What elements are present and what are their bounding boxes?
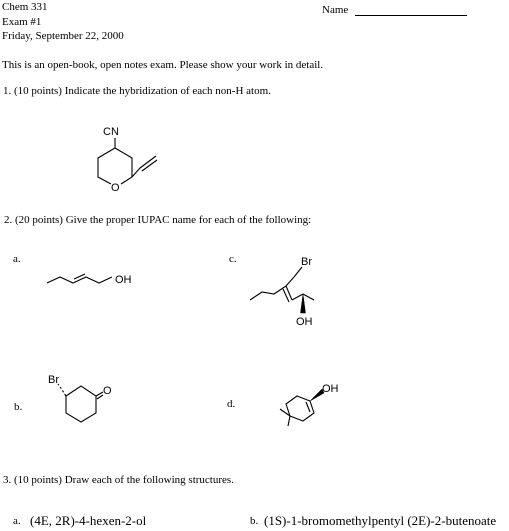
q2c-oh-label: OH <box>296 316 313 328</box>
question-3-prompt: 3. (10 points) Draw each of the following structures. <box>3 474 234 486</box>
q3-item-a-letter: a. <box>13 515 21 527</box>
q2-item-a-letter: a. <box>13 253 21 265</box>
q2a-oh-label: OH <box>115 274 132 286</box>
q3-item-a-name: (4E, 2R)-4-hexen-2-ol <box>30 513 147 528</box>
q3-item-b-letter: b. <box>250 515 259 527</box>
ring-oxygen-label: O <box>111 182 120 194</box>
q3-item-b-name: (1S)-1-bromomethylpentyl (2E)-2-butenoate <box>264 513 497 528</box>
q2-item-d-letter: d. <box>227 398 236 410</box>
exam-title: Exam #1 <box>2 16 42 28</box>
q2c-br-label: Br <box>301 256 312 268</box>
course-title: Chem 331 <box>2 1 48 13</box>
q2-item-b-letter: b. <box>14 401 23 413</box>
q2b-oxygen-label: O <box>103 385 112 397</box>
question-2-prompt: 2. (20 points) Give the proper IUPAC name for each of the following: <box>4 214 312 226</box>
q2-item-c-letter: c. <box>229 253 237 265</box>
exam-date: Friday, September 22, 2000 <box>2 30 124 42</box>
q2d-oh-label: OH <box>322 383 339 395</box>
q2b-br-label: Br <box>48 374 59 386</box>
question-1-prompt: 1. (10 points) Indicate the hybridization of each non-H atom. <box>3 85 271 97</box>
cn-label: CN <box>103 126 119 138</box>
exam-instructions: This is an open-book, open notes exam. Please show your work in detail. <box>2 59 324 71</box>
name-label: Name <box>322 4 349 16</box>
